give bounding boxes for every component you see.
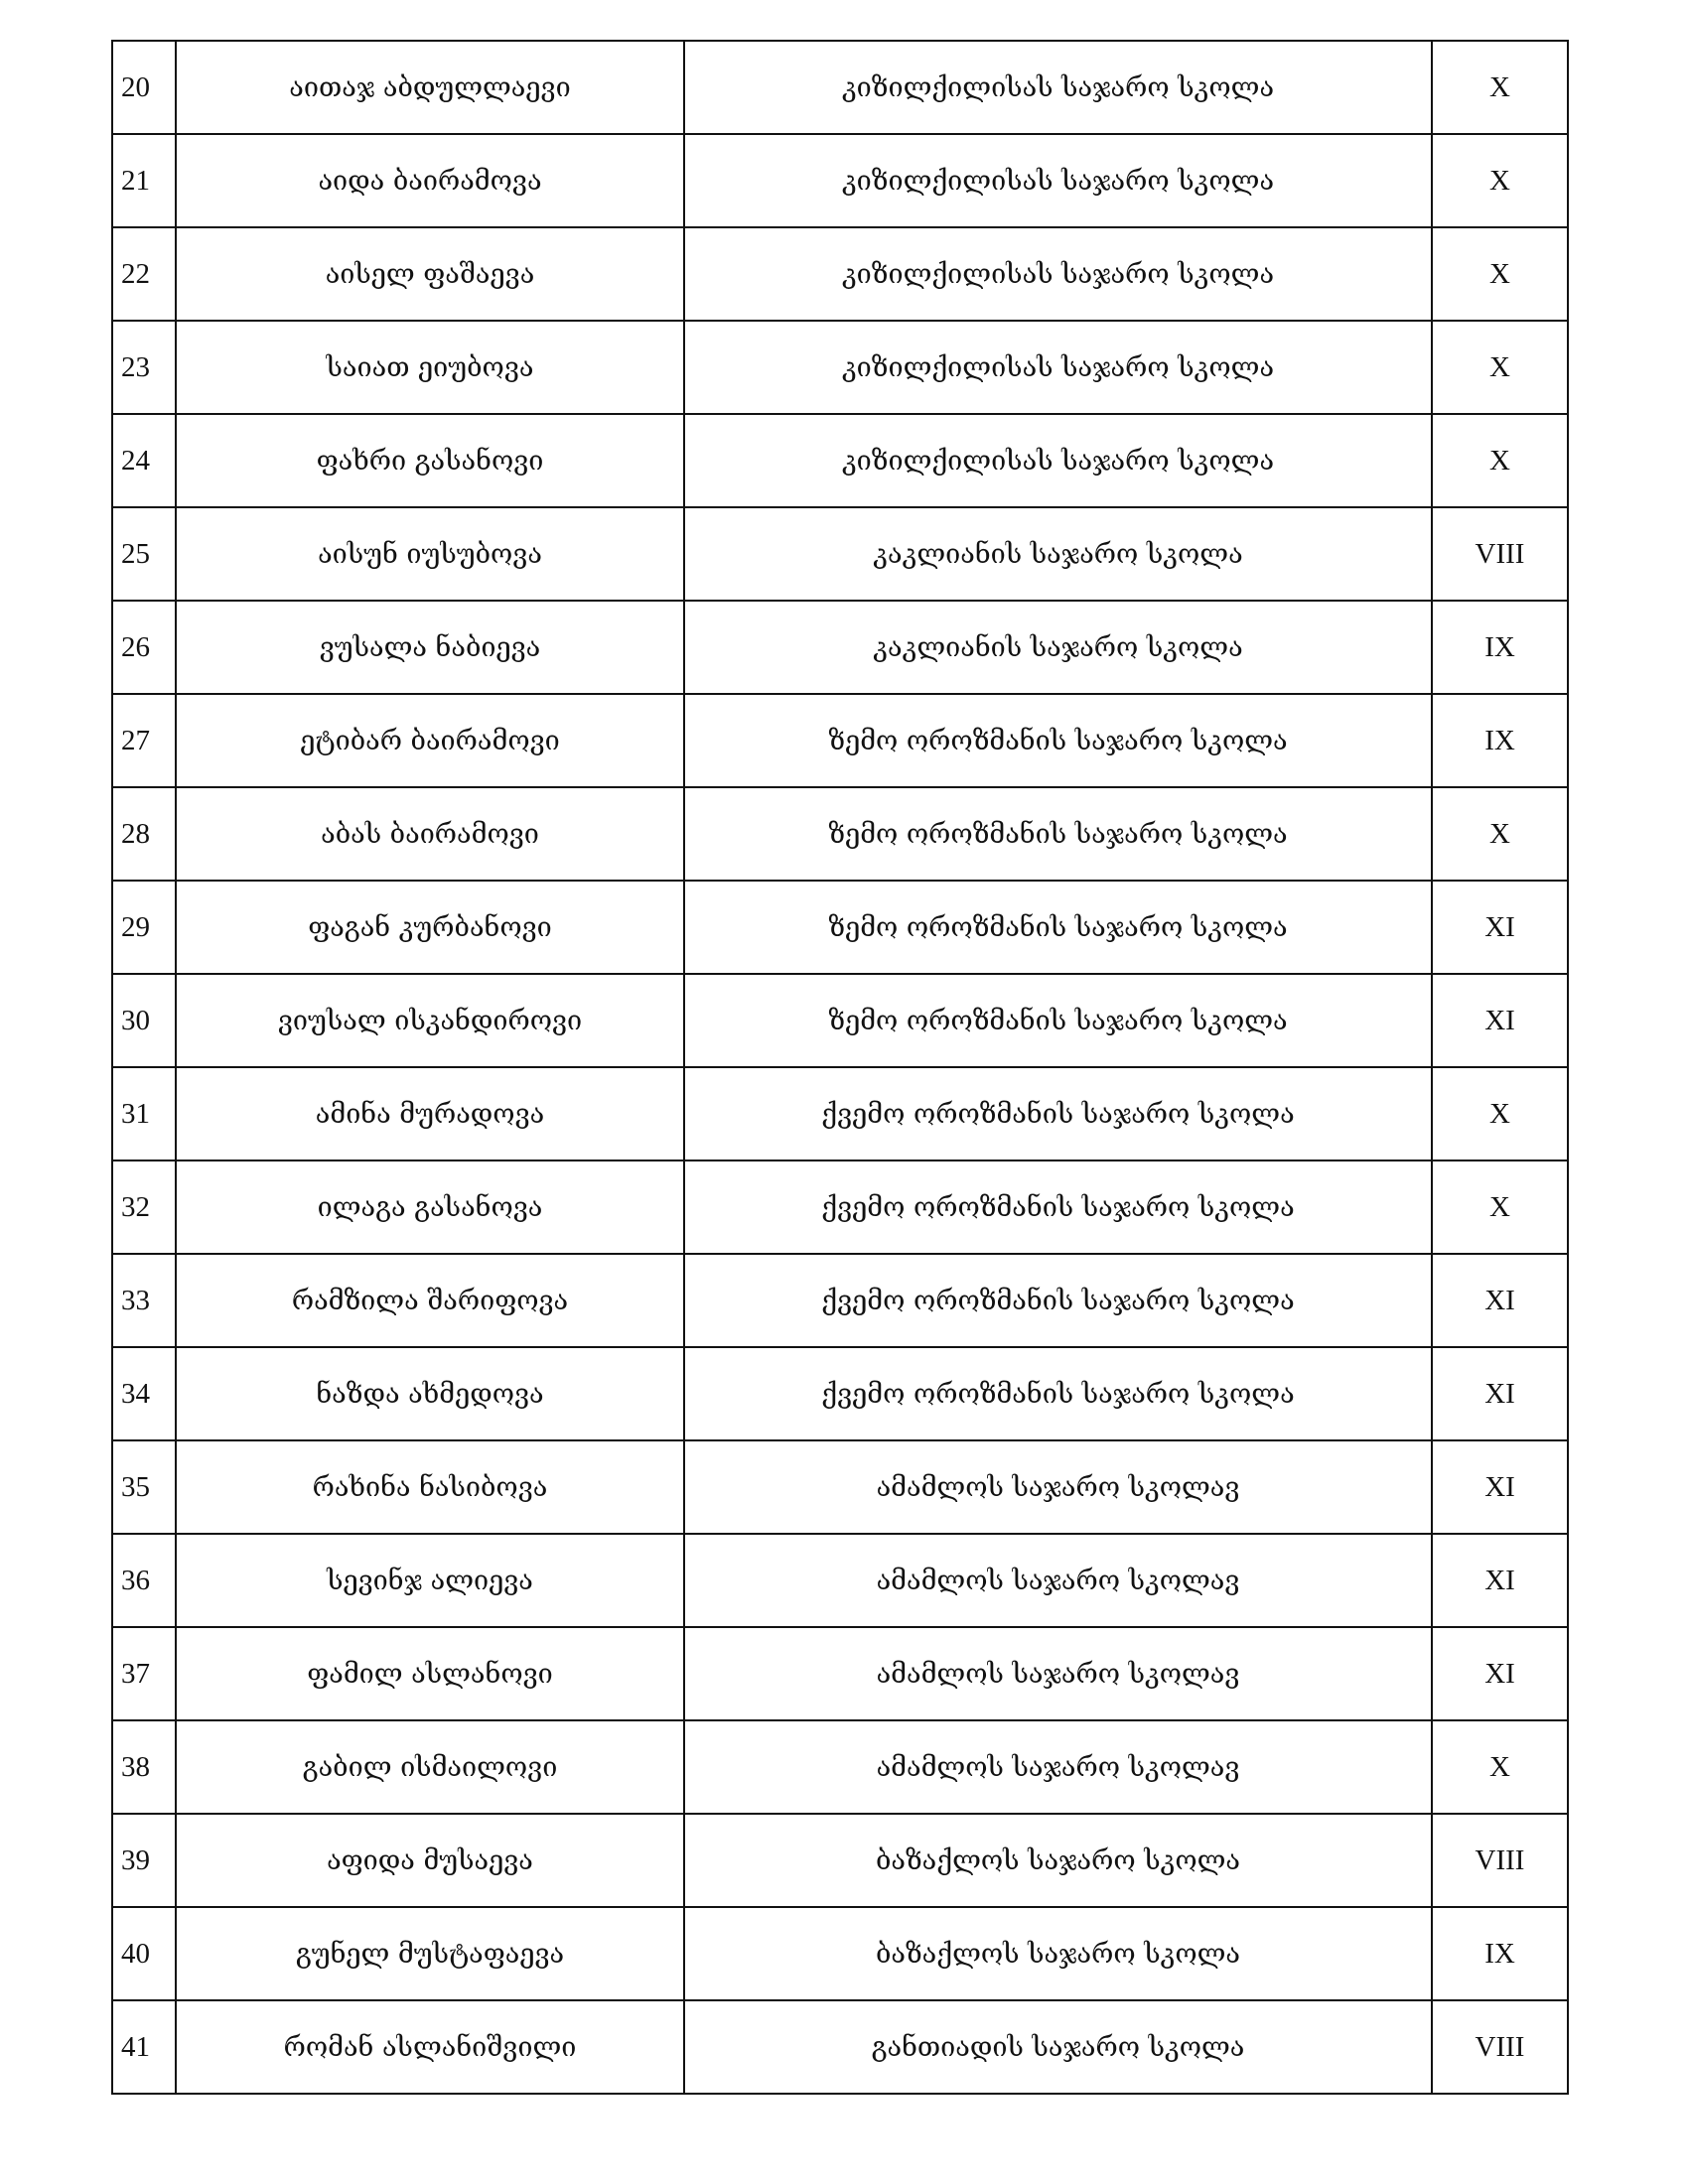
grade-level: XI (1432, 1347, 1568, 1440)
school-name: კაკლიანის საჯარო სკოლა (684, 601, 1432, 694)
row-number: 33 (112, 1254, 176, 1347)
student-name: აისუნ იუსუბოვა (176, 507, 684, 601)
school-name: ამამლოს საჯარო სკოლავ (684, 1440, 1432, 1534)
table-row (112, 1440, 1568, 1534)
student-name: საიათ ეიუბოვა (176, 321, 684, 414)
row-number: 26 (112, 601, 176, 694)
grade-level: X (1432, 1067, 1568, 1160)
grade-level: VIII (1432, 2000, 1568, 2094)
school-name: ქვემო ოროზმანის საჯარო სკოლა (684, 1160, 1432, 1254)
grade-level: IX (1432, 694, 1568, 787)
table-row (112, 507, 1568, 601)
grade-level: IX (1432, 1907, 1568, 2000)
student-name: ამინა მურადოვა (176, 1067, 684, 1160)
table-row (112, 2000, 1568, 2094)
student-name: ფახრი გასანოვი (176, 414, 684, 507)
table-row (112, 1534, 1568, 1627)
row-number: 27 (112, 694, 176, 787)
row-number: 39 (112, 1814, 176, 1907)
grade-level: X (1432, 134, 1568, 227)
row-number: 32 (112, 1160, 176, 1254)
student-name: ვიუსალ ისკანდიროვი (176, 974, 684, 1067)
student-table (111, 40, 1569, 2095)
student-name: გუნელ მუსტაფაევა (176, 1907, 684, 2000)
row-number: 29 (112, 881, 176, 974)
table-row (112, 227, 1568, 321)
grade-level: XI (1432, 881, 1568, 974)
student-name: ნაზდა ახმედოვა (176, 1347, 684, 1440)
student-name: სევინჯ ალიევა (176, 1534, 684, 1627)
table-row (112, 1720, 1568, 1814)
student-name: აბას ბაირამოვი (176, 787, 684, 881)
student-name: ფამილ ასლანოვი (176, 1627, 684, 1720)
school-name: ზემო ოროზმანის საჯარო სკოლა (684, 881, 1432, 974)
table-row (112, 1347, 1568, 1440)
table-row (112, 1067, 1568, 1160)
table-row (112, 414, 1568, 507)
grade-level: XI (1432, 1440, 1568, 1534)
grade-level: VIII (1432, 507, 1568, 601)
table-row (112, 321, 1568, 414)
row-number: 35 (112, 1440, 176, 1534)
student-name: ფაგან კურბანოვი (176, 881, 684, 974)
grade-level: X (1432, 227, 1568, 321)
table-row (112, 881, 1568, 974)
student-name: რახინა ნასიბოვა (176, 1440, 684, 1534)
student-name: აიდა ბაირამოვა (176, 134, 684, 227)
grade-level: X (1432, 41, 1568, 134)
row-number: 34 (112, 1347, 176, 1440)
school-name: ამამლოს საჯარო სკოლავ (684, 1720, 1432, 1814)
student-name: აფიდა მუსაევა (176, 1814, 684, 1907)
student-name: ვუსალა ნაბიევა (176, 601, 684, 694)
school-name: კიზილქილისას საჯარო სკოლა (684, 134, 1432, 227)
row-number: 22 (112, 227, 176, 321)
school-name: კიზილქილისას საჯარო სკოლა (684, 321, 1432, 414)
student-name: ეტიბარ ბაირამოვი (176, 694, 684, 787)
table-row (112, 1814, 1568, 1907)
row-number: 31 (112, 1067, 176, 1160)
row-number: 38 (112, 1720, 176, 1814)
school-name: ზემო ოროზმანის საჯარო სკოლა (684, 694, 1432, 787)
grade-level: X (1432, 414, 1568, 507)
table-row (112, 1627, 1568, 1720)
grade-level: XI (1432, 1627, 1568, 1720)
student-name: რამზილა შარიფოვა (176, 1254, 684, 1347)
student-name: აითაჯ აბდულლაევი (176, 41, 684, 134)
student-name: რომან ასლანიშვილი (176, 2000, 684, 2094)
row-number: 25 (112, 507, 176, 601)
school-name: ბაზაქლოს საჯარო სკოლა (684, 1814, 1432, 1907)
school-name: კიზილქილისას საჯარო სკოლა (684, 227, 1432, 321)
grade-level: X (1432, 1160, 1568, 1254)
table-row (112, 601, 1568, 694)
row-number: 40 (112, 1907, 176, 2000)
table-row (112, 1907, 1568, 2000)
table-row (112, 1160, 1568, 1254)
grade-level: XI (1432, 1534, 1568, 1627)
grade-level: IX (1432, 601, 1568, 694)
school-name: ქვემო ოროზმანის საჯარო სკოლა (684, 1067, 1432, 1160)
student-name: ილაგა გასანოვა (176, 1160, 684, 1254)
table-row (112, 1254, 1568, 1347)
table-body (112, 41, 1568, 2094)
row-number: 23 (112, 321, 176, 414)
school-name: ზემო ოროზმანის საჯარო სკოლა (684, 974, 1432, 1067)
row-number: 41 (112, 2000, 176, 2094)
school-name: ბაზაქლოს საჯარო სკოლა (684, 1907, 1432, 2000)
row-number: 21 (112, 134, 176, 227)
row-number: 36 (112, 1534, 176, 1627)
grade-level: XI (1432, 974, 1568, 1067)
school-name: კაკლიანის საჯარო სკოლა (684, 507, 1432, 601)
school-name: ქვემო ოროზმანის საჯარო სკოლა (684, 1347, 1432, 1440)
row-number: 24 (112, 414, 176, 507)
table-row (112, 787, 1568, 881)
row-number: 30 (112, 974, 176, 1067)
table-row (112, 974, 1568, 1067)
table-row (112, 694, 1568, 787)
student-name: გაბილ ისმაილოვი (176, 1720, 684, 1814)
table-row (112, 134, 1568, 227)
school-name: ზემო ოროზმანის საჯარო სკოლა (684, 787, 1432, 881)
grade-level: X (1432, 1720, 1568, 1814)
school-name: ამამლოს საჯარო სკოლავ (684, 1627, 1432, 1720)
grade-level: X (1432, 787, 1568, 881)
school-name: კიზილქილისას საჯარო სკოლა (684, 414, 1432, 507)
grade-level: XI (1432, 1254, 1568, 1347)
row-number: 20 (112, 41, 176, 134)
student-name: აისელ ფაშაევა (176, 227, 684, 321)
school-name: კიზილქილისას საჯარო სკოლა (684, 41, 1432, 134)
grade-level: X (1432, 321, 1568, 414)
row-number: 37 (112, 1627, 176, 1720)
school-name: ამამლოს საჯარო სკოლავ (684, 1534, 1432, 1627)
row-number: 28 (112, 787, 176, 881)
school-name: ქვემო ოროზმანის საჯარო სკოლა (684, 1254, 1432, 1347)
school-name: განთიადის საჯარო სკოლა (684, 2000, 1432, 2094)
grade-level: VIII (1432, 1814, 1568, 1907)
table-row (112, 41, 1568, 134)
